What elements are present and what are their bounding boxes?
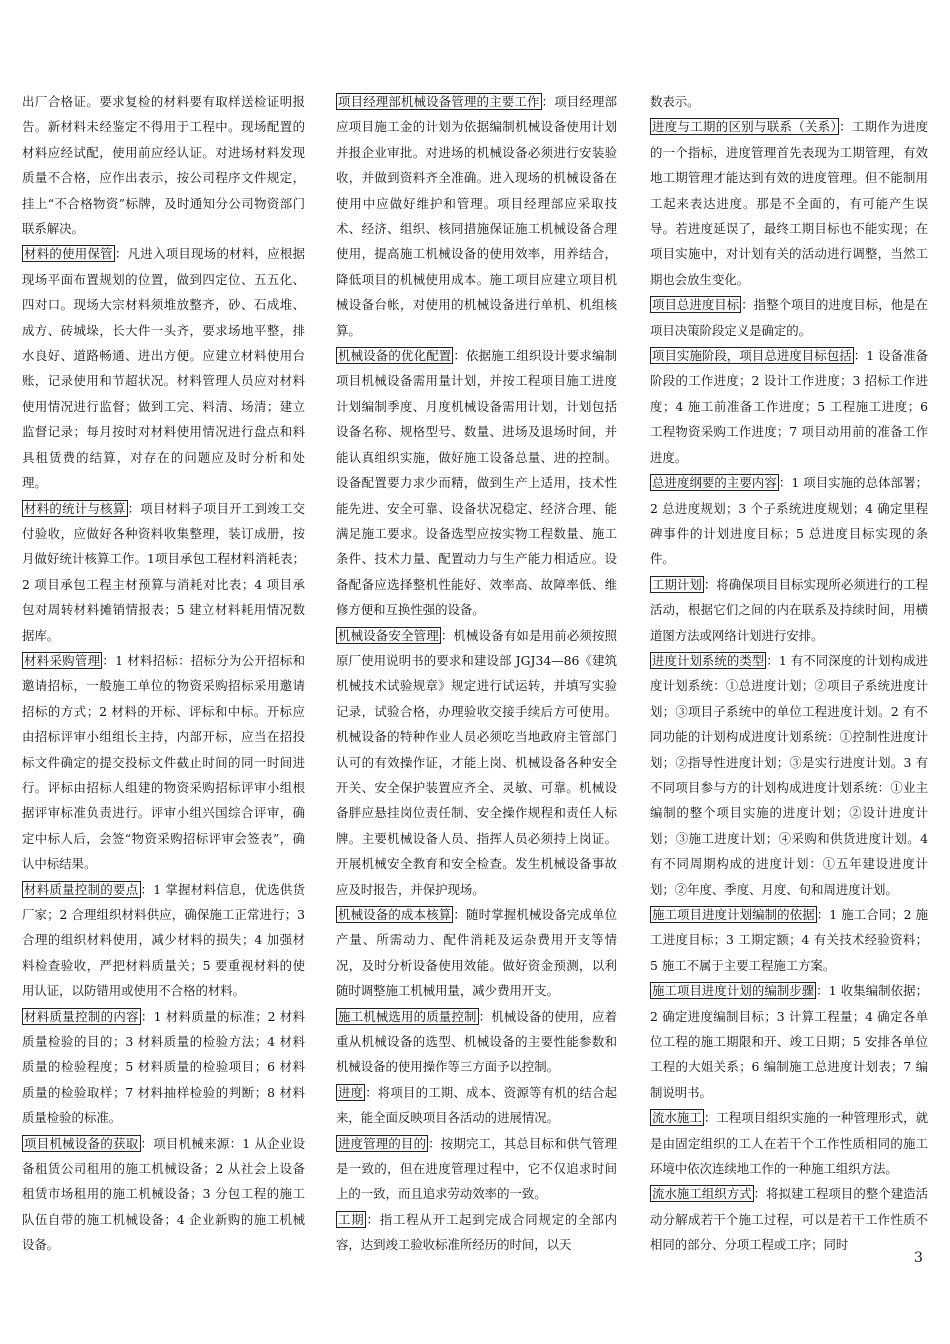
text-column-3 bbox=[650, 89, 928, 1258]
boxed-term: 进度与工期的区别与联系（关系） bbox=[652, 119, 838, 135]
paragraph bbox=[22, 648, 305, 877]
paragraph bbox=[650, 292, 928, 343]
paragraph-text: ：项目经理部应项目施工金的计划为依据编制机械设备使用计划并报企业审批。对进场的机械设备必须进行安装验收，并做到资料齐全准确。进入现场的机械设备在使用中应做好维护和管理。项目经理部应采取技术、经济、组织、核同措施保证施工机械设备合理使用，提高施工机械设备的使用效率，用养结合，降低项目的机械使用成本。施工项目应建立项目机械设备台帐，对使用的机械设备进行单机、机组核算。 bbox=[336, 94, 618, 338]
paragraph-text: ：工程项目组织实施的一种管理形式，就是由固定组织的工人在若干个工作性质相同的施工环境中依次连续地工作的一种施工组织方法。 bbox=[650, 1110, 929, 1177]
page-number: 3 bbox=[914, 1250, 923, 1266]
paragraph bbox=[22, 89, 305, 241]
boxed-term: 工期 bbox=[338, 1211, 365, 1227]
boxed-term: 施工项目进度计划编制的依据 bbox=[652, 907, 815, 922]
paragraph bbox=[650, 343, 928, 470]
boxed-term: 机械设备安全管理 bbox=[338, 627, 439, 643]
paragraph bbox=[650, 648, 928, 902]
paragraph-text: ：1 掌握材料信息，优选供货厂家；2 合理组织材料供应，确保施工正常进行；3 合理的组织材料使用，减少材料的损失；4 加强材料检查验收，严把材料质量关；5 要重视材料的使用认证，以防错用或使用不合格的材料。 bbox=[22, 881, 306, 999]
boxed-term: 材料的统计与核算 bbox=[24, 500, 126, 516]
paragraph-text: ：依据施工组织设计要求编制项目机械设备需用量计划，并按工程项目施工进度计划编制季度、月度机械设备需用计划，计划包括设备名称、规格型号、数量、进场及退场时间，并能认真组织实施，做好施工设备总量、进的控制。设备配置要力求少而精，做到生产上适用，技术性能先进、安全可靠、设备状况稳定、经济合理、能满足施工要求。设备选型应按实物工程数量、施工条件、技术力量、配置动力与生产能力相适应。设备配备应选择整机性能好、效率高、故障率低、维修方便和互换性强的设备。 bbox=[336, 348, 618, 618]
paragraph-text: ：将项目的工期、成本、资源等有机的结合起来，能全面反映项目各活动的进展情况。 bbox=[336, 1084, 618, 1126]
paragraph bbox=[650, 89, 928, 114]
paragraph-text: ：按期完工，其总目标和供气管理是一致的，但在进度管理过程中，它不仅追求时间上的一致，而且追求劳动效率的一致。 bbox=[336, 1135, 617, 1202]
paragraph-text: ：1 设备准备阶段的工作进度；2 设计工作进度；3 招标工作进度；4 施工前准备工作进度；5 工程施工进度；6 工程物资采购工作进度；7 项目动用前的准备工作进度。 bbox=[650, 348, 928, 465]
paragraph-text: 数表示。 bbox=[650, 94, 700, 109]
boxed-term: 项目总进度目标 bbox=[652, 297, 740, 313]
paragraph-text: ：随时掌握机械设备完成单位产量、所需动力、配件消耗及运杂费用开支等情况，及时分析设备使用效能。做好资金预测，以利随时调整施工机械用量，减少费用开支。 bbox=[336, 907, 618, 999]
paragraph bbox=[22, 1004, 305, 1131]
paragraph-text: ：1 有不同深度的计划构成进度计划系统：①总进度计划；②项目子系统进度计划；③项目子系统中的单位工程进度计划。2 有不同功能的计划构成进度计划系统：①控制性进度计划；②指导性进度计划；③是实行进度计划。3 有不同项目参与方的计划构成进度计划系统：①业主编制的整个项目实施的进度计划；②设计进度计划；③施工进度计划；④采购和供货进度计划。4 有不同周期构成的进度计划：①五年建设进度计划；②年度、季度、月度、旬和周进度计划。 bbox=[650, 652, 928, 897]
boxed-term: 材料采购管理 bbox=[24, 652, 101, 668]
paragraph bbox=[22, 1131, 305, 1258]
boxed-term: 材料的使用保管 bbox=[24, 246, 113, 262]
boxed-term: 进度 bbox=[338, 1084, 364, 1100]
boxed-term: 项目实施阶段，项目总进度目标包括 bbox=[652, 348, 852, 364]
paragraph bbox=[336, 1131, 617, 1207]
paragraph-text: ：将确保项目目标实现所必须进行的工程活动，根据它们之间的内在联系及持续时间，用横道图方法或网络计划进行安排。 bbox=[650, 576, 929, 643]
paragraph bbox=[650, 114, 928, 292]
paragraph bbox=[650, 902, 928, 978]
boxed-term: 施工机械选用的质量控制 bbox=[338, 1008, 477, 1024]
paragraph bbox=[336, 343, 617, 622]
paragraph bbox=[22, 496, 305, 648]
paragraph-text: ：指整个项目的进度目标，他是在项目决策阶段定义是确定的。 bbox=[650, 297, 928, 338]
paragraph-text: ：将拟建工程项目的整个建造活动分解成若干个施工过程，可以是若干工作性质不相同的部分、分项工程或工序；同时 bbox=[650, 1186, 929, 1253]
paragraph-text: ：项目机械来源：1 从企业设备租赁公司租用的施工机械设备；2 从社会上设备租赁市场租用的施工机械设备；3 分包工程的施工队伍自带的施工机械设备；4 企业新购的施工机械设备。 bbox=[22, 1135, 306, 1253]
boxed-term: 施工项目进度计划的编制步骤 bbox=[652, 983, 815, 999]
text-column-1 bbox=[22, 89, 305, 1258]
boxed-term: 进度计划系统的类型 bbox=[652, 652, 765, 668]
boxed-term: 材料质量控制的要点 bbox=[24, 881, 139, 897]
paragraph-text: ：1 施工合同；2 施工进度目标；3 工期定额；4 有关技术经验资料；5 施工不属于主要工程施工方案。 bbox=[650, 907, 928, 973]
paragraph bbox=[650, 1181, 928, 1257]
paragraph bbox=[650, 1105, 928, 1181]
boxed-term: 进度管理的目的 bbox=[338, 1135, 427, 1151]
paragraph-text: ：1 收集编制依据；2 确定进度编制目标；3 计算工程量；4 确定各单位工程的施工期限和开、竣工日期；5 安排各单位工程的大姐关系；6 编制施工总进度计划表；7 编制说明书。 bbox=[650, 983, 928, 1100]
paragraph bbox=[650, 572, 928, 648]
boxed-term: 机械设备的成本核算 bbox=[338, 907, 452, 922]
paragraph-text: ：1 材料招标：招标分为公开招标和邀请招标，一般施工单位的物资采购招标采用邀请招标的方式；2 材料的开标、评标和中标。开标应由招标评审小组组长主持，内部开标，应当在招投标文件确定的提交投标文件截止时间的同一时间进行。评标由招标人组建的物资采购招标评审小组根据评审标准负责进行。评审小组兴国综合评审，确定中标人后，会签“物资采购招标评审会签表”，确认中标结果。 bbox=[22, 652, 306, 872]
paragraph-text: ：机械设备的使用，应着重从机械设备的选型、机械设备的主要性能参数和机械设备的使用操作等三方面予以控制。 bbox=[336, 1008, 618, 1075]
paragraph-text: ：指工程从开工起到完成合同规定的全部内容，达到竣工验收标准所经历的时间，以天 bbox=[336, 1211, 618, 1253]
paragraph bbox=[336, 1080, 617, 1131]
boxed-term: 项目机械设备的获取 bbox=[24, 1135, 139, 1151]
paragraph bbox=[336, 623, 617, 902]
paragraph-text: ：1 项目实施的总体部署；2 总进度规划；3 个子系统进度规划；4 确定里程碑事件的计划进度目标；5 总进度目标实现的条件。 bbox=[650, 475, 928, 567]
paragraph bbox=[336, 89, 617, 343]
paragraph bbox=[336, 902, 617, 1004]
paragraph-text: ：1 材料质量的标准；2 材料质量检验的目的；3 材料质量的检验方法；4 材料质量的检验程度；5 材料质量的检验项目；6 材料质量的检验取样；7 材料抽样检验的判断；8 材料质量检验的标准。 bbox=[22, 1008, 305, 1126]
paragraph-text: ：凡进入项目现场的材料，应根据现场平面布置规划的位置，做到四定位、五五化、四对口。现场大宗材料须堆放整齐，砂、石成堆、成方、砖城垛，长大件一头齐，要求场地平整，排水良好、道路畅通、进出方便。应建立材料使用台账，记录使用和节超状况。材料管理人员应对材料使用情况进行监督；做到工完、料清、场清；建立监督记录；每月按时对材料使用情况进行盘点和料具租赁费的结算，对存在的问题应及时分析和处理。 bbox=[22, 246, 306, 491]
paragraph bbox=[650, 978, 928, 1105]
boxed-term: 流水施工 bbox=[652, 1110, 702, 1126]
paragraph bbox=[22, 877, 305, 1004]
boxed-term: 机械设备的优化配置 bbox=[338, 348, 452, 364]
boxed-term: 流水施工组织方式 bbox=[652, 1186, 752, 1202]
boxed-term: 项目经理部机械设备管理的主要工作 bbox=[338, 94, 540, 109]
paragraph bbox=[22, 241, 305, 495]
paragraph-text: ：机械设备有如是用前必须按照原厂使用说明书的要求和建设部 JGJ34—86《建筑机械技术试验规章》规定进行试运转，并填写实验记录，试验合格，办理验收交接手续后方可使用。机械设备的特种作业人员必须吃当地政府主管部门认可的有效操作证，才能上岗、机械设备各种安全开关、安全保护装置应齐全、灵敏、可靠。机械设备胖应悬挂岗位责任制、安全操作规程和责任人标牌。主要机械设备人员、指挥人员必须持上岗证。开展机械安全教育和安全检查。发生机械设备事故应及时报告，并保护现场。 bbox=[336, 627, 618, 897]
paragraph-text: ：项目材料子项目开工到竣工交付验收，应做好各种资料收集整理，装订成册，按月做好统计核算工作。1项目承包工程材料消耗表；2 项目承包工程主材预算与消耗对比表；4 项目承包对周转材料摊销情报表；5 建立材料耗用情况数据库。 bbox=[22, 500, 306, 643]
paragraph-text: ：工期作为进度的一个指标，进度管理首先表现为工期管理，有效地工期管理才能达到有效的进度管理。但不能制用工起来表达进度。那是不全面的，有可能产生误导。若进度延误了，最终工期目标也不能实现；在项目实施中，对计划有关的活动进行调整，当然工期也会放生变化。 bbox=[650, 119, 928, 287]
paragraph-text: 出厂合格证。要求复检的材料要有取样送检证明报告。新材料未经鉴定不得用于工程中。现场配置的材料应经试配，使用前应经认证。对进场材料发现质量不合格，应作出表示，按公司程序文件规定，挂上“不合格物资”标牌，及时通知分公司物资部门联系解决。 bbox=[22, 94, 305, 237]
boxed-term: 总进度纲要的主要内容 bbox=[652, 475, 777, 491]
boxed-term: 材料质量控制的内容 bbox=[24, 1008, 139, 1024]
paragraph bbox=[650, 470, 928, 572]
boxed-term: 工期计划 bbox=[652, 576, 702, 592]
text-column-2 bbox=[336, 89, 617, 1258]
paragraph bbox=[336, 1004, 617, 1080]
paragraph bbox=[336, 1207, 617, 1258]
